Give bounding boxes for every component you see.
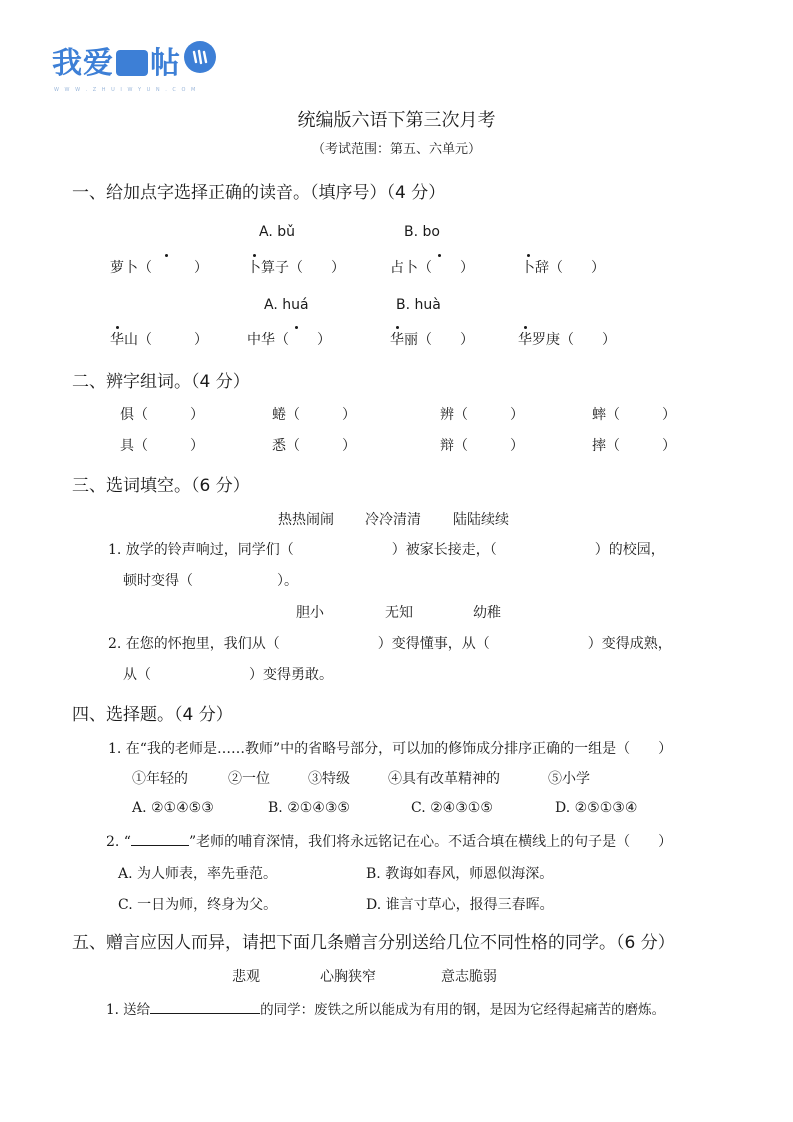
- word-option: 心胸狭窄: [320, 969, 376, 985]
- section-1-heading: 一、给加点字选择正确的读音。（填序号）（4 分）: [72, 183, 446, 203]
- answer-option: B. 教诲如春风，师恩似海深。: [366, 866, 554, 882]
- word-option: 热热闹闹: [278, 512, 334, 528]
- question-item: 辩（ ）: [440, 438, 524, 454]
- question-item: 华山（ ）: [110, 329, 208, 349]
- question-item: 摔（ ）: [592, 438, 676, 454]
- question-item: 蟀（ ）: [592, 407, 676, 423]
- option-a: A. huá: [264, 297, 309, 313]
- question-item: 卜辞（ ）: [521, 257, 605, 277]
- question-item: 萝卜（ ）: [110, 257, 208, 277]
- question-text: 1. 送给 的同学：废铁之所以能成为有用的钢，是因为它经得起痛苦的磨炼。: [106, 1002, 666, 1018]
- question-text: 1. 在“我的老师是……教师”中的省略号部分，可以加的修饰成分排序正确的一组是（ ）: [108, 741, 673, 757]
- question-item: 蜷（ ）: [272, 407, 356, 423]
- question-item: 具（ ）: [120, 438, 204, 454]
- word-option: 无知: [385, 605, 413, 621]
- word-option: 悲观: [232, 969, 260, 985]
- question-text: 顿时变得（ ）。: [123, 573, 298, 589]
- question-text: 2. “ ”老师的哺育深情，我们将永远铭记在心。不适合填在横线上的句子是（ ）: [106, 834, 673, 850]
- word-option: 幼稚: [473, 605, 501, 621]
- option-b: B. bo: [404, 224, 440, 240]
- logo-text: 我爱 帖: [52, 46, 181, 81]
- question-item: 辨（ ）: [440, 407, 524, 423]
- logo-url: W W W . Z H U I W Y U N . C O M: [54, 87, 198, 93]
- section-5-heading: 五、赠言应因人而异，请把下面几条赠言分别送给几位不同性格的同学。（6 分）: [72, 933, 675, 953]
- question-text: 2. 在您的怀抱里，我们从（ ）变得懂事，从（ ）变得成熟，: [108, 636, 672, 652]
- word-option: 胆小: [296, 605, 324, 621]
- answer-option: A. ②①④⑤③: [132, 800, 214, 816]
- logo-badge-icon: [184, 41, 216, 73]
- answer-option: B. ②①④③⑤: [268, 800, 350, 816]
- page-title: 统编版六语下第三次月考: [297, 110, 496, 131]
- choice-item: ①年轻的: [132, 771, 188, 787]
- word-option: 意志脆弱: [441, 969, 497, 985]
- question-item: 华丽（ ）: [390, 329, 474, 349]
- word-option: 冷冷清清: [365, 512, 421, 528]
- choice-item: ②一位: [228, 771, 270, 787]
- answer-option: D. ②⑤①③④: [555, 800, 638, 816]
- question-item: 中华（ ）: [247, 329, 331, 349]
- question-text: 从（ ）变得勇敢。: [123, 667, 333, 683]
- choice-item: ③特级: [308, 771, 350, 787]
- option-a: A. bǔ: [259, 224, 295, 240]
- question-item: 华罗庚（ ）: [518, 329, 616, 349]
- blank-line: [131, 845, 189, 846]
- question-text: 1. 放学的铃声响过，同学们（ ）被家长接走，（ ）的校园，: [108, 542, 665, 558]
- question-item: 卜算子（ ）: [247, 257, 345, 277]
- question-item: 悉（ ）: [272, 438, 356, 454]
- answer-option: C. 一日为师，终身为父。: [118, 897, 278, 913]
- answer-option: C. ②④③①⑤: [411, 800, 493, 816]
- choice-item: ⑤小学: [548, 771, 590, 787]
- blank-line: [150, 1013, 260, 1014]
- word-option: 陆陆续续: [453, 512, 509, 528]
- answer-option: D. 谁言寸草心，报得三春晖。: [366, 897, 554, 913]
- answer-option: A. 为人师表，率先垂范。: [118, 866, 278, 882]
- question-item: 俱（ ）: [120, 407, 204, 423]
- page-subtitle: （考试范围：第五、六单元）: [311, 142, 481, 157]
- choice-item: ④具有改革精神的: [388, 771, 500, 787]
- section-2-heading: 二、辨字组词。（4 分）: [72, 372, 250, 392]
- section-3-heading: 三、选词填空。（6 分）: [72, 476, 250, 496]
- question-item: 占卜（ ）: [390, 257, 474, 277]
- section-4-heading: 四、选择题。（4 分）: [72, 705, 233, 725]
- option-b: B. huà: [396, 297, 441, 313]
